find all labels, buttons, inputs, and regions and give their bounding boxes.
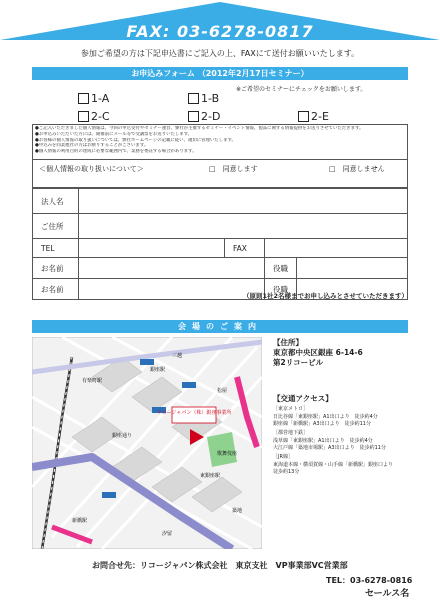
address-heading: 【住所】 (273, 338, 303, 347)
position-label-1: 役職 (265, 258, 297, 278)
address-line-1: 東京都中央区銀座 6-14-6 (273, 348, 363, 357)
name-label-2: お名前 (33, 279, 79, 299)
privacy-terms: ●ご記入いただきました個人情報は、今回の申込受付やセミナー運営、弊社が主催するセミナー・イベント情報、製品に関する情報提供をお送りさせていただきます。 ●お申込みいただいた方には、開催前にメール等で受講票をお送りいたします。 ●お客様の個人情報の取り扱いについては、弊社ホームページの記載に従い、適切に管理いたします。 ●申込みを同業他社の方はお断りすることがございます。 ●個人情報の利用目的の達成に必要な範囲内で、業務を委託する場合があります。 (32, 124, 408, 160)
fax-label: FAX (225, 239, 265, 257)
position-field-1[interactable] (297, 258, 407, 278)
map-label-yurakucho: 有楽町駅 (82, 378, 103, 384)
fax-number: FAX: 03-6278-0817 (126, 22, 314, 41)
access-heading: 【交通アクセス】 (273, 394, 333, 403)
name-field-1[interactable] (79, 258, 265, 278)
map-label-kabukiza: 歌舞伎座 (217, 451, 238, 457)
access-metro: ［東京メトロ］ (273, 406, 309, 412)
address-field[interactable] (79, 214, 407, 238)
consent-disagree[interactable]: □ 同意しません (329, 165, 385, 173)
tel-field[interactable] (79, 239, 225, 257)
tel-label: TEL (33, 239, 79, 257)
address-panel (273, 338, 413, 476)
checkbox-icon[interactable] (78, 93, 89, 104)
checkbox-icon[interactable] (298, 111, 309, 122)
venue-map (32, 337, 262, 549)
address-label: ご住所 (33, 214, 79, 238)
map-label-shiodome: 汐留 (162, 531, 173, 537)
consent-label: ＜個人情報の取り扱いについて＞ (39, 165, 144, 173)
seminar-option-2c[interactable]: 2-C (78, 110, 110, 123)
access-toei: ［都営地下鉄］ (273, 430, 309, 436)
seminar-option-1b[interactable]: 1-B (188, 92, 219, 105)
access-jr-1: 東海道本線・横須賀線・山手線「新橋駅」銀座口より (273, 462, 394, 468)
contact-person: セールス名 (365, 589, 410, 599)
company-field[interactable] (79, 189, 407, 213)
venue-label: リコージャパン（株）銀座事業所 (156, 410, 232, 416)
seminar-option-2e[interactable]: 2-E (298, 110, 329, 123)
map-label-matsuya: 松屋 (217, 388, 228, 394)
seminar-option-1a[interactable]: 1-A (78, 92, 109, 105)
checkbox-icon[interactable] (188, 93, 199, 104)
seminar-note: ※ご希望のセミナーにチェックをお願いします。 (236, 86, 367, 93)
privacy-consent (32, 160, 408, 188)
company-label: 法人名 (33, 189, 79, 213)
map-label-tsukiji: 築地 (232, 508, 243, 514)
access-toei-1: 浅草線「東銀座駅」A1出口より 徒歩約4分 (273, 438, 373, 444)
access-metro-1: 日比谷線「東銀座駅」A1出口より 徒歩約4分 (273, 414, 378, 420)
fax-field[interactable] (265, 239, 407, 257)
instruction-text: 参加ご希望の方は下記申込書にご記入の上、FAXにて送付お願いいたします。 (80, 49, 360, 58)
contact-tel: TEL：03-6278-0816 (326, 576, 413, 585)
form-title-bar: お申込みフォーム （2012年2月17日セミナー） (32, 67, 408, 80)
address-line-2: 第2リコービル (273, 358, 324, 367)
checkbox-icon[interactable] (188, 111, 199, 122)
map-label-mitsukoshi: 三越 (172, 353, 183, 359)
position-label-2: 役職 (265, 279, 297, 299)
access-jr: ［JR線］ (273, 454, 293, 460)
consent-agree[interactable]: □ 同意します (209, 165, 258, 173)
seminar-option-2d[interactable]: 2-D (188, 110, 220, 123)
access-toei-2: 大江戸線「築地市場駅」A3出口より 徒歩約11分 (273, 445, 386, 451)
access-jr-2: 徒歩約13分 (273, 469, 300, 475)
map-label-shinbashi: 新橋駅 (72, 518, 88, 524)
checkbox-icon[interactable] (78, 111, 89, 122)
name-label-1: お名前 (33, 258, 79, 278)
venue-section-bar: 会場のご案内 (32, 320, 408, 333)
map-label-ginza-station: 銀座駅 (150, 367, 166, 373)
map-label-higashi-ginza: 東銀座駅 (200, 473, 221, 479)
access-metro-2: 銀座線「新橋駅」A3出口より 徒歩約11分 (273, 421, 371, 427)
attendee-limit-note: （原則1社2名様までお申し込みとさせていただきます） (242, 292, 408, 300)
map-label-ginza-ave: 銀座通り (112, 433, 133, 439)
application-form (32, 188, 408, 300)
contact-info: お問合せ先：リコージャパン株式会社 東京支社 VP事業部VC営業部 (92, 561, 348, 570)
